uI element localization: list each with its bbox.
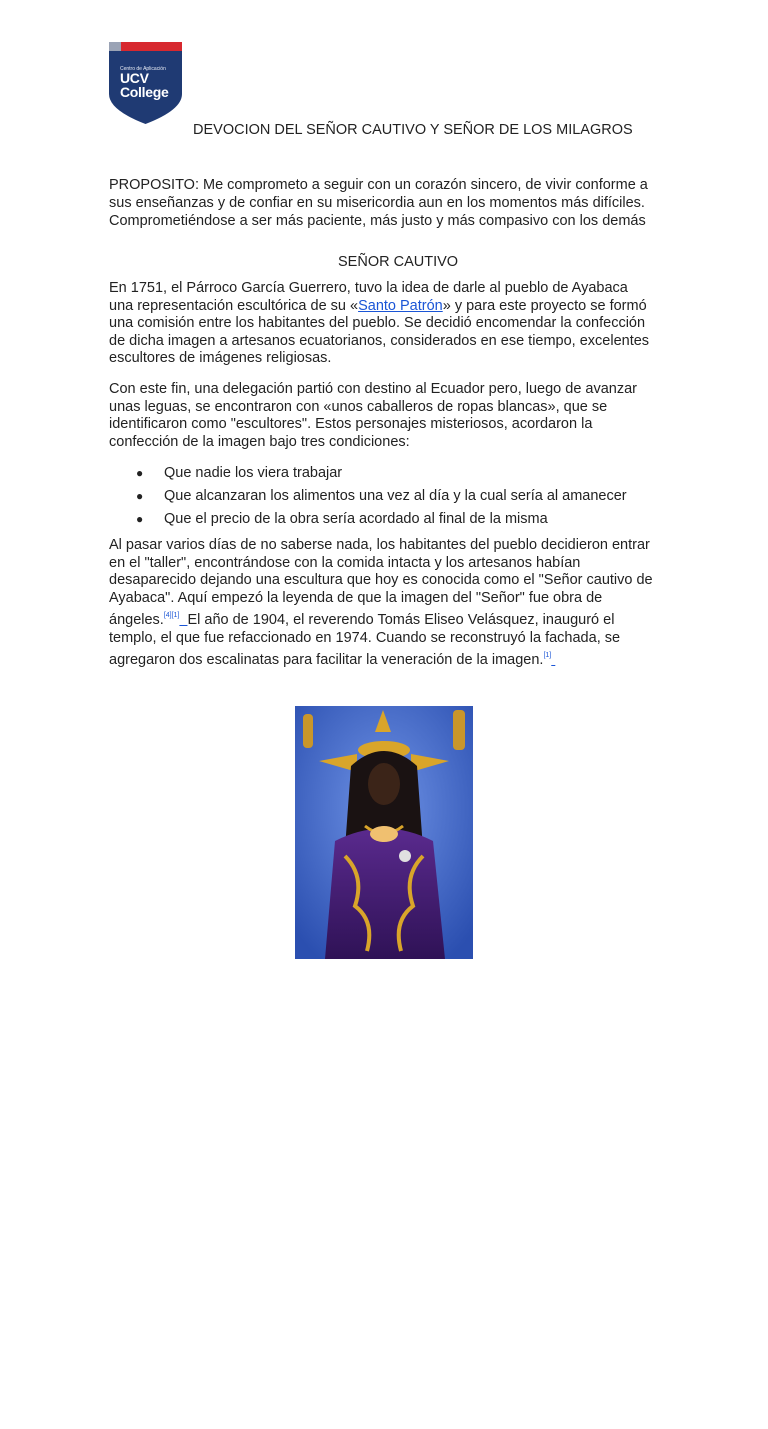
paragraph-text: Al pasar varios días de no saberse nada, los habitantes del pueblo decidieron entrar en el "taller", encontrándose con la comida intacta y los artesanos habían desaparecido dejando una escultura que hoy es conocida como el "Señor cautivo de Ayabaca". Aquí empezó la leyenda de que la imagen del "Señor" fue obra de ángeles. (109, 537, 653, 628)
footnote-reference[interactable]: [1] (543, 652, 552, 659)
paragraph-text: En 1751, el Párroco García Guerrero, tuvo la idea de darle al pueblo de Ayabaca una representación escultórica de su « (109, 280, 628, 314)
list-item (109, 510, 654, 533)
logo-name-line1: UCV (120, 70, 149, 86)
paragraph-text: El año de 1904, el reverendo Tomás Eliseo Velásquez, inauguró el templo, el que fue refaccionado en 1974. Cuando se reconstruyó la fachada, se agregaron dos escalinatas para facilitar la veneración de la imagen. (109, 612, 621, 668)
paragraph-legend (109, 537, 654, 670)
photo-watermark (593, 1415, 613, 1429)
statue-picture (295, 706, 473, 959)
list-item (109, 487, 654, 510)
watermark-line1: Cristo (593, 1415, 609, 1421)
footnote-link[interactable] (551, 652, 555, 668)
document-title: DEVOCION DEL SEÑOR CAUTIVO Y SEÑOR DE LOS MILAGROS (193, 122, 633, 138)
list-item-text: Que el precio de la obra sería acordado al final de la misma (164, 511, 548, 527)
footnote-reference[interactable]: [4][1] (163, 612, 180, 619)
list-item (109, 464, 654, 487)
conditions-list (109, 464, 654, 533)
logo-name (120, 71, 168, 99)
bullet-icon: ● (136, 466, 144, 480)
logo-subtitle: Centro de Aplicación (120, 66, 166, 72)
list-item-text: Que nadie los viera trabajar (164, 465, 343, 481)
ucv-college-logo (109, 42, 182, 124)
bullet-icon: ● (136, 512, 144, 526)
watermark-line2: Cautivo (593, 1422, 614, 1428)
proposito-paragraph: PROPOSITO: Me comprometo a seguir con un corazón sincero, de vivir conforme a sus enseñanzas y de confiar en su misericordia aun en los momentos más difíciles. Comprometiéndose a ser más paciente, más justo y más compasivo con los demás (109, 177, 648, 229)
paragraph-delegation: Con este fin, una delegación partió con destino al Ecuador pero, luego de avanzar unas leguas, se encontraron con «unos caballeros de ropas blancas», que se identificaron como "escultores". Estos personajes misteriosos, acordaron la confección de la imagen bajo tres condiciones: (109, 381, 637, 450)
list-item-text: Que alcanzaran los alimentos una vez al día y la cual sería al amanecer (164, 488, 627, 504)
logo-name-line2: College (120, 84, 169, 100)
paragraph-text: » y para este proyecto se formó una comisión entre los habitantes del pueblo. Se decidió encomendar la confección de dicha imagen a artesanos ecuatorianos, considerados en ese tiempo, excelentes escultores de imágenes religiosas. (109, 297, 650, 366)
bullet-icon: ● (136, 489, 144, 503)
senor-cautivo-image (295, 706, 614, 1428)
santo-patron-link[interactable]: Santo Patrón (358, 297, 443, 314)
paragraph-history (109, 280, 654, 368)
section-heading: SEÑOR CAUTIVO (338, 254, 459, 270)
